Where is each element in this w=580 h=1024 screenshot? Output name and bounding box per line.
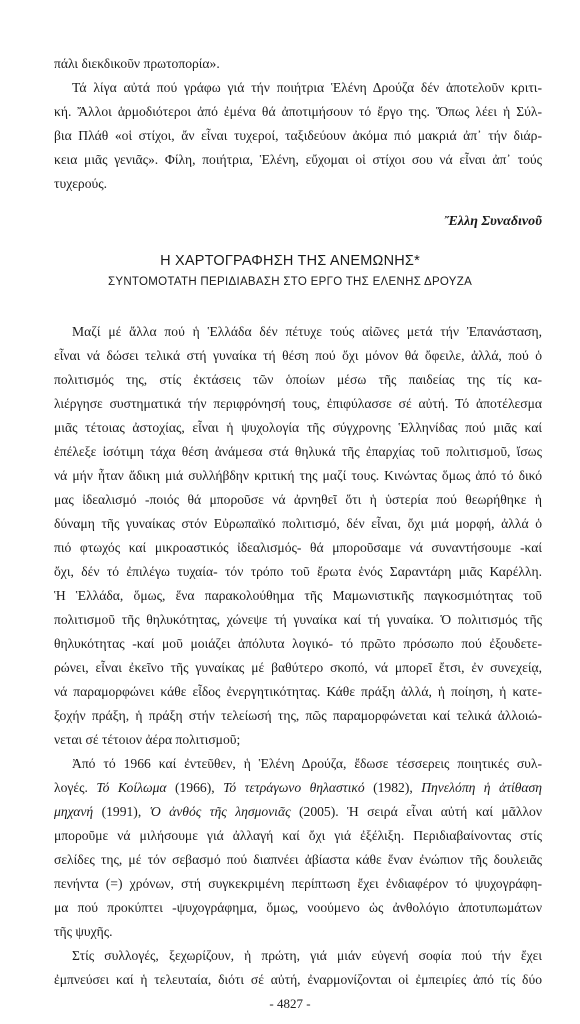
intro-line-2: Τά λίγα αὐτά πού γράφω γιά τήν ποιήτρια Ἑλένη Δρούζα δέν ἀποτελοῦν κριτι- xyxy=(72,80,542,95)
book-title: μηχανή xyxy=(54,804,94,819)
intro-line-3: κή. Ἄλλοι ἁρμοδιότεροι ἀπό ἐμένα θά ἀποτιμήσουν τό ἔργο της. Ὅπως λέει ἡ Σύλ- xyxy=(54,104,542,119)
body-line: εἶναι νά δώσει τελικά στή γυναίκα τή θέση πού ὄχι μόνον θά ὄφειλε, ἀλλά, πού ὁ xyxy=(54,348,542,363)
body-line: πενήντα (=) χρόνων, στή συγκεκριμένη περίπτωση ἔχει ἐνδιαφέρον τό ψυχογράφη- xyxy=(54,876,542,891)
body-line: νά παραμορφώνει κάθε εἶδος ἐνεργητικότητας. Κάθε πράξη ἀλλά, ἡ ποίηση, ἡ κατε- xyxy=(54,684,542,699)
intro-line-5: κεια μιᾶς γενιᾶς». Φίλη, ποιήτρια, Ἑλένη, εὔχομαι οἱ στίχοι σου νά εἶναι ἀπ᾽ τούς xyxy=(54,152,542,167)
body-line: Μαζί μέ ἄλλα πού ἡ Ἑλλάδα δέν πέτυχε τούς αἰῶνες μετά τήν Ἐπανάσταση, xyxy=(72,324,542,339)
body-line: μας ἰδεαλισμό -ποιός θά μποροῦσε νά ἀρνηθεῖ ὅτι ἡ ὑστερία πού θεωρήθηκε ἡ xyxy=(54,492,542,507)
body-line: λιέργησε συστηματικά τήν περιφρόνησή τους, ἐπιφύλασσε σέ αὐτή. Τό ἀποτέλεσμα xyxy=(54,396,542,411)
body-line: μποροῦμε νά μιλήσουμε γιά ἀλλαγή καί ὄχι γιά ἐξέλιξη. Περιδιαβαίνοντας στίς xyxy=(54,828,542,843)
book-title: Πηνελόπη ἡ ἀτίθαση xyxy=(421,780,543,795)
text-span: (1966), xyxy=(166,780,224,795)
body-line: πολιτισμοῦ τῆς θηλυκότητας, χώνεψε τή γυναίκα καί τή γυναίκα. Ὁ πολιτισμός τῆς xyxy=(54,612,542,627)
text-span: (1991), xyxy=(93,804,150,819)
body-line: ἐμπνεύσει καί ἡ τελευταία, διότι σέ αὐτή, ἐναρμονίζονται οἱ ἐμπειρίες ἀπό τίς δύο xyxy=(54,972,542,987)
intro-line-1: πάλι διεκδικοῦν πρωτοπορία». xyxy=(54,56,220,71)
body-line: ρώνει, εἶναι ἐκεῖνο τῆς γυναίκας μέ βαθύτερο σκοπό, νά μπορεῖ ἔτσι, ἐν συνεχείᾳ, xyxy=(54,660,542,675)
book-title: Τό Κοίλωμα xyxy=(96,780,167,795)
body-line: ὄχι, δέν τό ἐπιλέγω τυχαία- τόν τρόπο τοῦ ἔρωτα ἑνός Σαραντάρη μιᾶς Καρέλλη. xyxy=(54,564,542,579)
body-line: νά μήν ἦταν ἄδικη μιά συλλήβδην κριτική της μαζί τους. Κινώντας ὅμως ἀπό τό δικό xyxy=(54,468,542,483)
author-signature: Ἔλλη Συναδινοῦ xyxy=(444,214,542,229)
text-span: (1982), xyxy=(364,780,422,795)
body-line: δύναμη τῆς γυναίκας στόν Εὐρωπαϊκό πολιτισμό, δέν εἶναι, ὄχι μιά μορφή, ἀλλά ὁ xyxy=(54,516,542,531)
body-line: Ἀπό τό 1966 καί ἐντεῦθεν, ἡ Ἑλένη Δρούζα, ἔδωσε τέσσερεις ποιητικές συλ- xyxy=(72,756,542,771)
body-line: ξοχήν πράξη, ἡ πράξη στήν τελείωσή της, πῶς παραμορφώνεται καί τελικά ἀλλοιώ- xyxy=(54,708,542,723)
body-line-with-titles xyxy=(54,776,542,800)
body-line: Ἡ Ἑλλάδα, ὅμως, ἕνα παρακολούθημα τῆς Μαμωνιστικῆς παγκοσμιότητας τοῦ xyxy=(54,588,542,603)
body-line: τῆς ψυχῆς. xyxy=(54,924,113,939)
body-line-with-titles xyxy=(54,800,542,824)
body-line: πιό φτωχός καί μικροαστικός ἰδεαλισμός- θά μποροῦσαμε νά συναντήσουμε -καί xyxy=(54,540,542,555)
page-number: - 4827 - xyxy=(269,996,311,1011)
body-line: νεται σέ τέτοιον ἀέρα πολιτισμοῦ; xyxy=(54,732,241,747)
text-span: (2005). Ἡ σειρά εἶναι αὐτή καί μᾶλλον xyxy=(290,804,543,819)
article-subtitle: ΣΥΝΤΟΜΟΤΑΤΗ ΠΕΡΙΔΙΑΒΑΣΗ ΣΤΟ ΕΡΓΟ ΤΗΣ ΕΛΕΝΗΣ ΔΡΟΥΖΑ xyxy=(107,276,473,288)
body-line: μιᾶς τέτοιας ἀστοχίας, εἶναι ἡ ψυχολογία τῆς σύγχρονης Ἑλληνίδας πού μιᾶς καί xyxy=(54,420,542,435)
body-line: πολιτισμός της, στίς ἐκτάσεις τῶν ὁποίων μέσω τῆς παιδείας της τίς κα- xyxy=(54,372,542,387)
body-line: σελίδες της, μέ τόν σεβασμό πού διαπνέει ἀβίαστα κάθε ἕναν ἐνώπιον τῆς δουλειᾶς xyxy=(54,852,542,867)
intro-line-6: τυχερούς. xyxy=(54,176,108,191)
body-line: θηλυκότητας -καί μοῦ μοιάζει ἀπόλυτα λογικό- τό πρῶτο πρόσωπο πού ἐξουδετε- xyxy=(54,636,542,651)
text-span: λογές. xyxy=(54,780,97,795)
intro-line-4: βια Πλάθ «οἱ στίχοι, ἄν εἶναι τυχεροί, ταξιδεύουν ἀκόμα πιό μακριά ἀπ᾽ τήν διάρ- xyxy=(54,128,542,143)
article-title: Η ΧΑΡΤΟΓΡΑΦΗΣΗ ΤΗΣ ΑΝΕΜΩΝΗΣ* xyxy=(160,253,420,269)
book-title: Ὁ ἀνθός τῆς λησμονιᾶς xyxy=(149,804,291,819)
book-title: Τό τετράγωνο θηλαστικό xyxy=(223,780,365,795)
body-line: μα πού προκύπτει -ψυχογράφημα, ὅμως, νοούμενο ὡς ἀνθολόγιο ἀποτυπωμάτων xyxy=(54,900,542,915)
body-line: Στίς συλλογές, ξεχωρίζουν, ἡ πρώτη, γιά μιάν εὐγενή σοφία πού τήν ἔχει xyxy=(72,948,542,963)
body-line: ἐπέλεξε ἰσότιμη τάχα θέση ἀνάμεσα στά θηλυκά τῆς ἐπαρχίας τοῦ πολιτισμοῦ, ἴσως xyxy=(54,444,542,459)
